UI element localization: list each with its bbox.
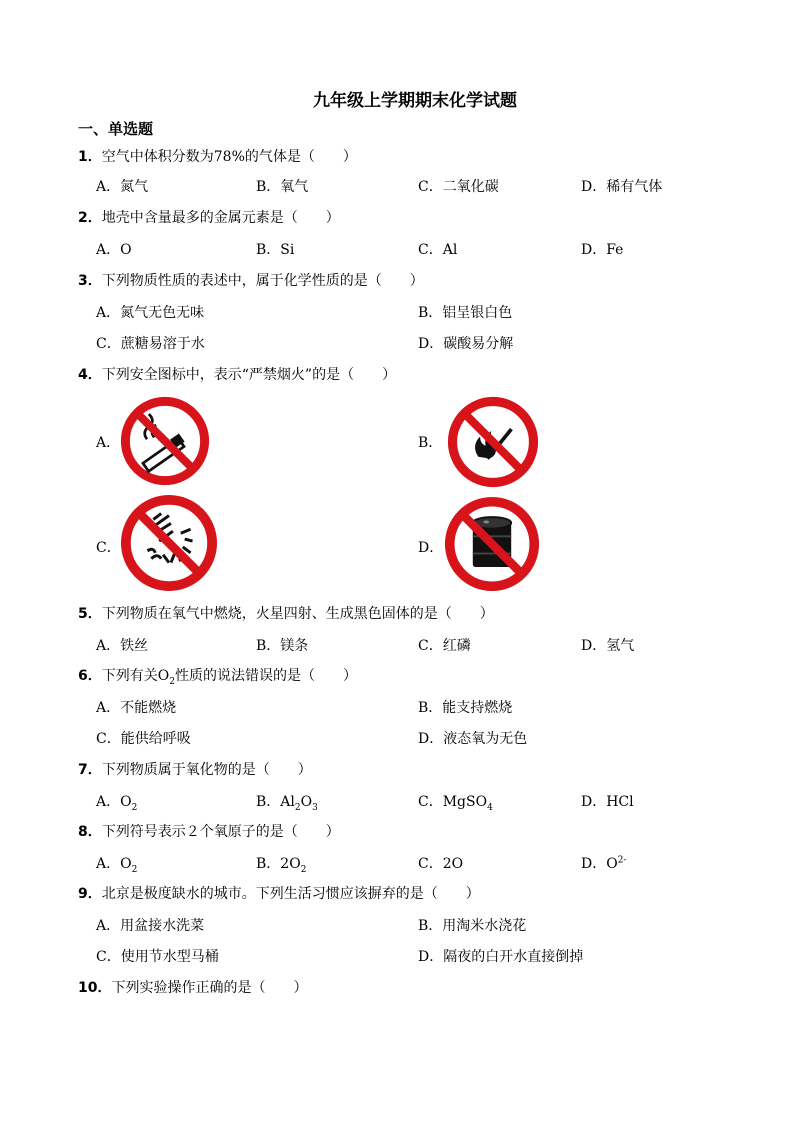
option-d: D．HCl bbox=[581, 794, 634, 810]
no-flammable-barrel-sign-icon bbox=[444, 496, 540, 592]
option-b: B．能支持燃烧 bbox=[418, 700, 513, 716]
option-b: B．镁条 bbox=[256, 638, 309, 654]
subscript: 2 bbox=[294, 802, 301, 813]
option-d: D．碳酸易分解 bbox=[418, 336, 514, 352]
option-a: A．氮气 bbox=[96, 179, 149, 195]
option-b bbox=[256, 791, 318, 813]
option-d: D．氢气 bbox=[581, 638, 635, 654]
question-3 bbox=[78, 270, 424, 290]
option-text: O bbox=[300, 794, 313, 810]
question-6 bbox=[78, 665, 357, 687]
option-c: C． bbox=[96, 540, 121, 556]
option-d: D．隔夜的白开水直接倒掉 bbox=[418, 949, 584, 965]
question-text: 北京是极度缺水的城市。下列生活习惯应该摒弃的是（ ） bbox=[101, 886, 480, 902]
question-text-post: 性质的说法错误的是（ ） bbox=[174, 668, 357, 684]
question-text: 下列实验操作正确的是（ ） bbox=[111, 980, 308, 996]
option-text: B．Al bbox=[256, 794, 295, 810]
subscript: 3 bbox=[312, 802, 318, 813]
option-text: B．2O bbox=[256, 856, 301, 872]
option-c: C．蔗糖易溶于水 bbox=[96, 336, 205, 352]
question-number: 1． bbox=[78, 149, 102, 165]
option-b: B．Si bbox=[256, 242, 295, 258]
option-text: C．MgSO bbox=[418, 794, 488, 810]
question-text: 下列符号表示２个氧原子的是（ ） bbox=[101, 824, 340, 840]
no-fireworks-sign-icon bbox=[120, 494, 218, 592]
no-smoking-sign-icon bbox=[120, 396, 210, 486]
subscript: 2 bbox=[131, 802, 138, 813]
option-c bbox=[418, 791, 493, 813]
option-c: C．能供给呼吸 bbox=[96, 731, 191, 747]
question-number: 3． bbox=[78, 273, 102, 289]
option-b: B． bbox=[418, 435, 443, 451]
option-b: B．用淘米水浇花 bbox=[418, 918, 527, 934]
option-c: C．红磷 bbox=[418, 638, 471, 654]
question-1 bbox=[78, 146, 357, 166]
option-text: A．O bbox=[96, 856, 132, 872]
option-a bbox=[96, 853, 137, 875]
option-b: B．铝呈银白色 bbox=[418, 305, 513, 321]
option-a: A．O bbox=[96, 242, 132, 258]
option-b bbox=[256, 853, 306, 875]
option-a: A．不能燃烧 bbox=[96, 700, 177, 716]
question-2 bbox=[78, 207, 340, 227]
superscript: 2- bbox=[617, 855, 627, 866]
question-number: 2． bbox=[78, 210, 102, 226]
section-heading: 一、单选题 bbox=[78, 120, 154, 138]
subscript: 2 bbox=[169, 676, 175, 687]
option-d: D．Fe bbox=[581, 242, 624, 258]
question-9 bbox=[78, 883, 480, 903]
option-d: D．液态氧为无色 bbox=[418, 731, 528, 747]
subscript: 2 bbox=[300, 864, 307, 875]
option-c: C．2O bbox=[418, 856, 464, 872]
question-text: 下列安全图标中，表示“严禁烟火”的是（ ） bbox=[101, 367, 397, 383]
option-a: A．用盆接水洗菜 bbox=[96, 918, 205, 934]
question-text-pre: 下列有关O bbox=[101, 668, 170, 684]
option-c: C．Al bbox=[418, 242, 458, 258]
option-c: C．二氧化碳 bbox=[418, 179, 499, 195]
question-text: 下列物质属于氧化物的是（ ） bbox=[101, 762, 312, 778]
option-b: B．氧气 bbox=[256, 179, 309, 195]
question-number: 4． bbox=[78, 367, 102, 383]
page-title: 九年级上学期期末化学试题 bbox=[313, 91, 517, 111]
question-text: 空气中体积分数为78%的气体是（ ） bbox=[101, 149, 357, 165]
subscript: 2 bbox=[131, 864, 138, 875]
question-number: 8． bbox=[78, 824, 102, 840]
question-number: 5． bbox=[78, 606, 102, 622]
no-open-flame-sign-icon bbox=[447, 396, 539, 488]
option-a: A． bbox=[96, 435, 121, 451]
question-8 bbox=[78, 821, 340, 841]
option-a: A．铁丝 bbox=[96, 638, 149, 654]
option-d: D． bbox=[418, 540, 444, 556]
question-4 bbox=[78, 364, 396, 384]
question-number: 7． bbox=[78, 762, 102, 778]
option-d bbox=[581, 853, 626, 873]
question-text: 下列物质在氧气中燃烧，火星四射、生成黑色固体的是（ ） bbox=[101, 606, 494, 622]
subscript: 4 bbox=[487, 802, 493, 813]
question-text: 地壳中含量最多的金属元素是（ ） bbox=[101, 210, 340, 226]
option-d: D．稀有气体 bbox=[581, 179, 663, 195]
question-number: 9． bbox=[78, 886, 102, 902]
question-number: 6． bbox=[78, 668, 102, 684]
question-text: 下列物质性质的表述中，属于化学性质的是（ ） bbox=[101, 273, 424, 289]
option-a: A．氮气无色无味 bbox=[96, 305, 205, 321]
question-10 bbox=[78, 977, 307, 997]
option-a bbox=[96, 791, 137, 813]
option-text: D．O bbox=[581, 856, 618, 872]
question-number: 10． bbox=[78, 980, 112, 996]
question-7 bbox=[78, 759, 312, 779]
question-5 bbox=[78, 603, 494, 623]
option-c: C．使用节水型马桶 bbox=[96, 949, 219, 965]
option-text: A．O bbox=[96, 794, 132, 810]
